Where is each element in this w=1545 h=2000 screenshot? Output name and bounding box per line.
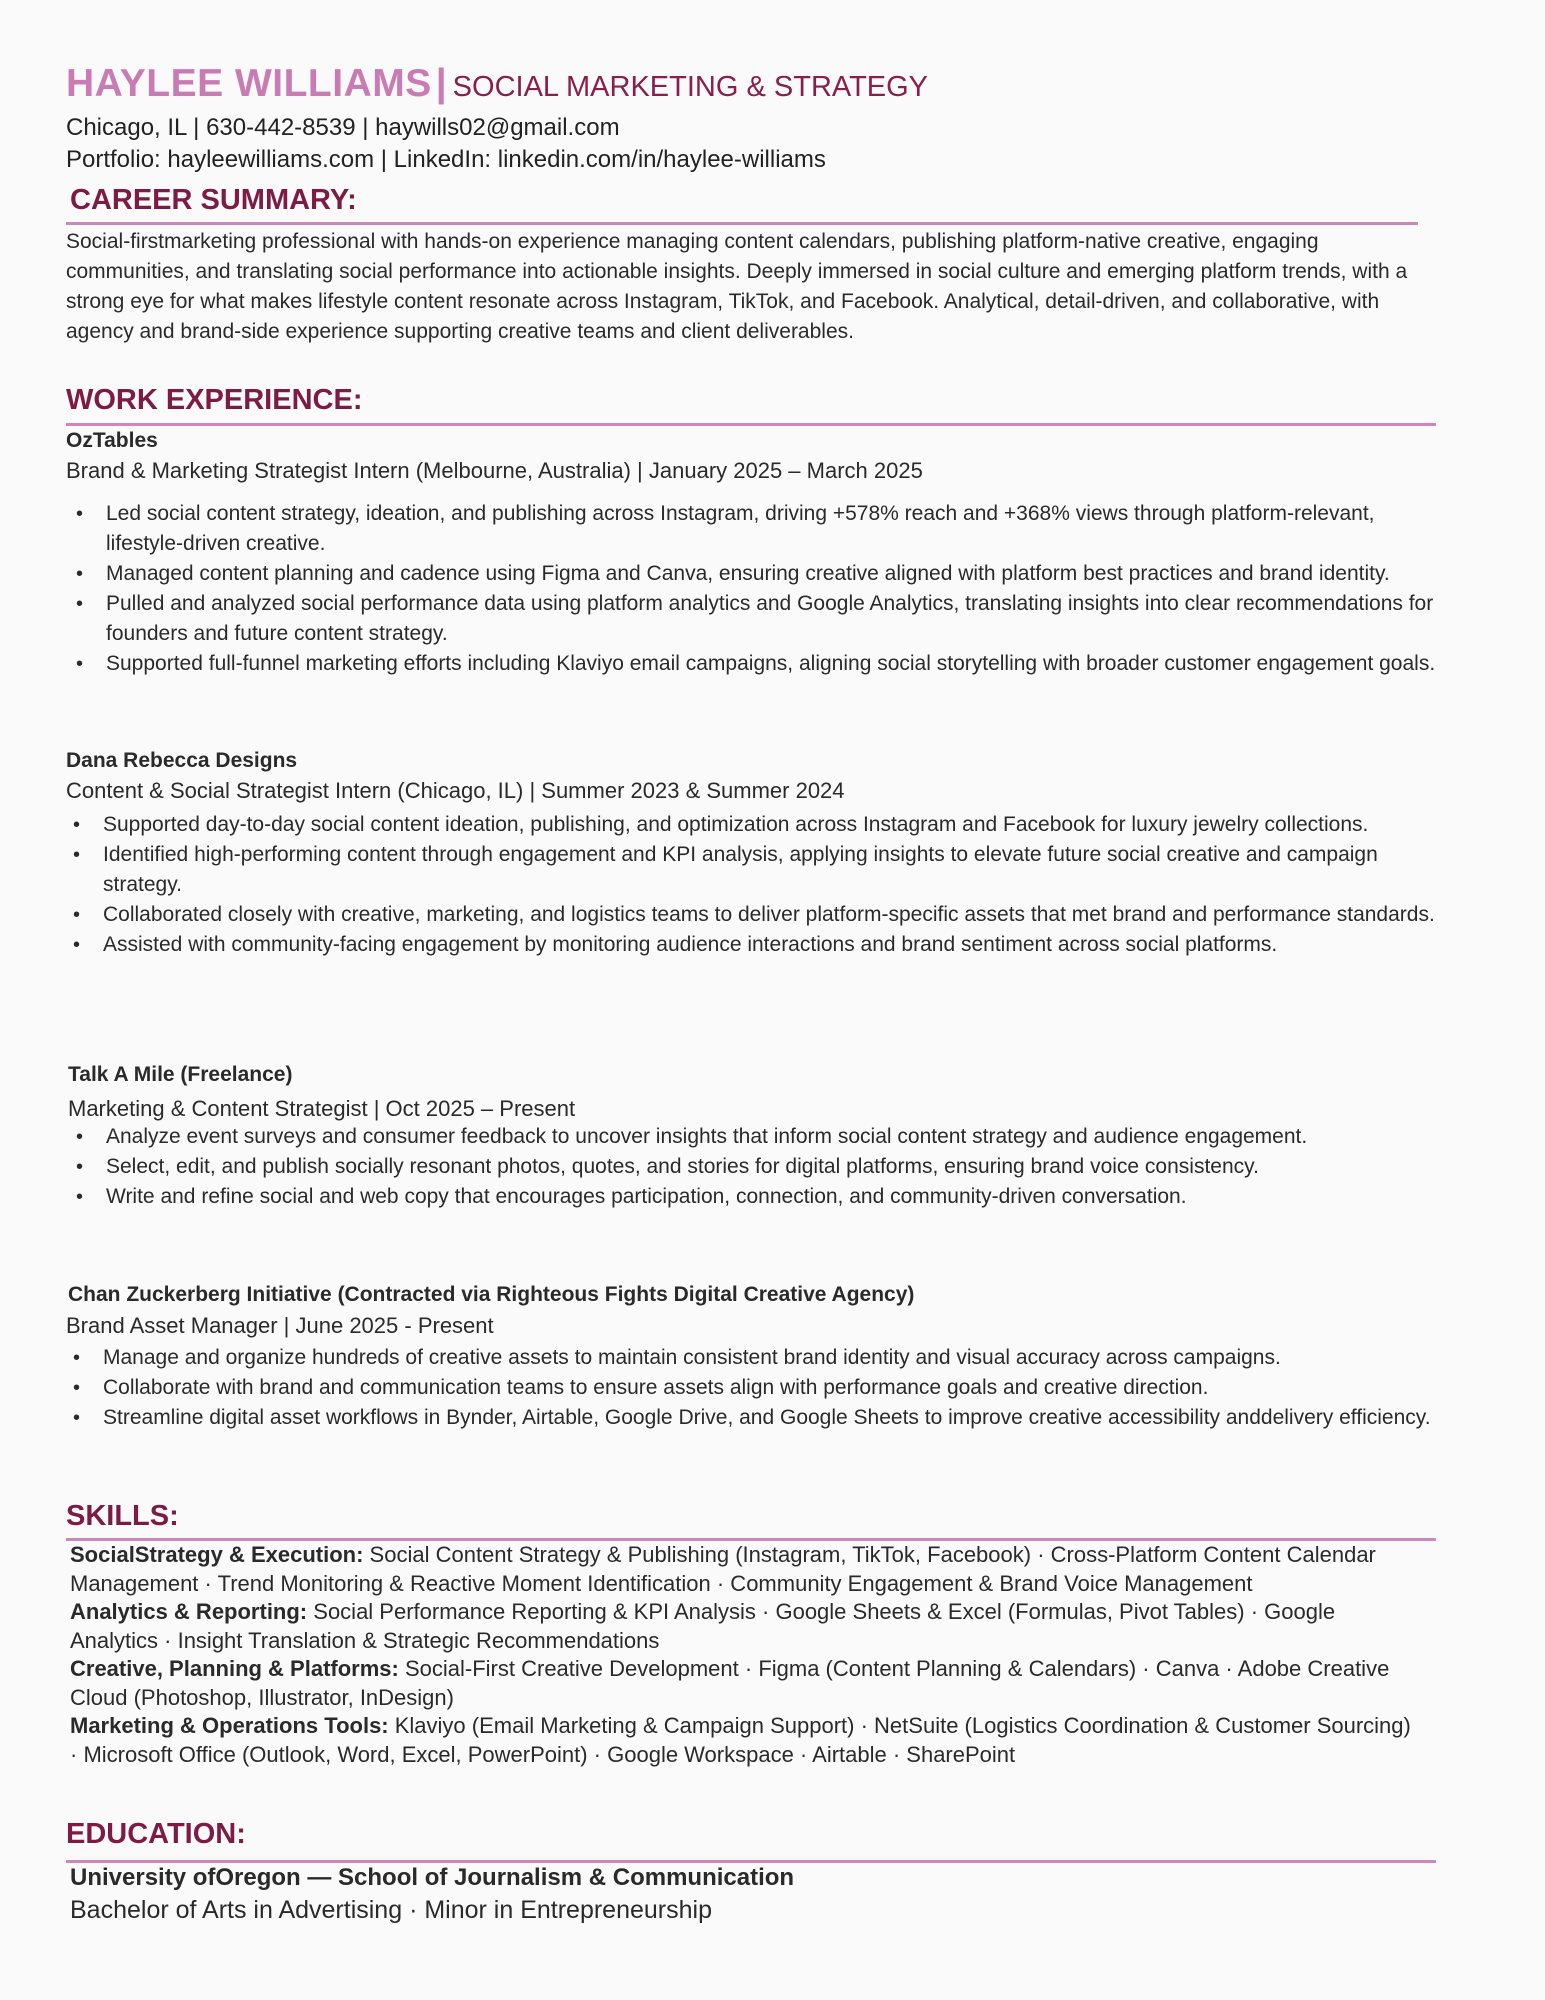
job-role: Brand & Marketing Strategist Intern (Melbourne, Australia) | January 2025 – March 2025	[66, 458, 923, 483]
job-bullet: • Collaborated closely with creative, marketing, and logistics teams to deliver platform-specific assets that met brand and performance standards.	[63, 900, 1436, 930]
job-bullet: • Streamline digital asset workflows in Bynder, Airtable, Google Drive, and Google Sheets to improve creative accessibility anddelivery efficiency.	[63, 1403, 1436, 1433]
job-role: Brand Asset Manager | June 2025 - Present	[66, 1313, 494, 1338]
job-bullets	[66, 1122, 1436, 1212]
skill-group	[70, 1541, 1420, 1598]
skills-list	[70, 1541, 1420, 1769]
work-experience-rule	[66, 423, 1436, 426]
job-company: Chan Zuckerberg Initiative (Contracted via Righteous Fights Digital Creative Agency)	[68, 1283, 915, 1306]
skill-group-label: SocialStrategy & Execution:	[70, 1542, 364, 1567]
career-summary-rule	[66, 222, 1418, 225]
job-bullet: • Collaborate with brand and communication teams to ensure assets align with performance goals and creative direction.	[63, 1373, 1436, 1403]
skills-heading: SKILLS:	[66, 1500, 179, 1532]
job-company: Dana Rebecca Designs	[66, 749, 298, 772]
job-bullet: • Identified high-performing content through engagement and KPI analysis, applying insights to elevate future social creative and campaign strategy.	[63, 840, 1436, 900]
job-bullet: • Supported day-to-day social content ideation, publishing, and optimization across Instagram and Facebook for luxury jewelry collections.	[63, 810, 1436, 840]
skill-group	[70, 1655, 1420, 1712]
job-bullets	[63, 1343, 1436, 1433]
resume-header	[66, 62, 928, 176]
skill-group-text: Social Performance Reporting & KPI Analysis · Google Sheets & Excel (Formulas, Pivot Tables) · Google Analytics · Insight Translation & Strategic Recommendations	[70, 1599, 1336, 1653]
job-bullets	[66, 499, 1436, 679]
contact-info	[66, 112, 928, 176]
skill-group-text: Social-First Creative Development · Figma (Content Planning & Calendars) · Canva · Adobe Creative Cloud (Photoshop, Illustrator, InDesign)	[70, 1656, 1390, 1710]
skill-group	[70, 1598, 1420, 1655]
job-role: Content & Social Strategist Intern (Chicago, IL) | Summer 2023 & Summer 2024	[66, 778, 845, 803]
contact-line-location: Chicago, IL | 630-442-8539 | haywills02@gmail.com	[66, 114, 620, 141]
job-bullet: • Supported full-funnel marketing efforts including Klaviyo email campaigns, aligning social storytelling with broader customer engagement goals.	[66, 649, 1436, 679]
skill-group-label: Creative, Planning & Platforms:	[70, 1656, 399, 1681]
skill-group-label: Analytics & Reporting:	[70, 1599, 308, 1624]
job-company: OzTables	[66, 429, 158, 452]
title-separator: |	[435, 62, 447, 105]
contact-line-links: Portfolio: hayleewilliams.com | LinkedIn: linkedin.com/in/haylee-williams	[66, 146, 826, 173]
job-bullet: • Manage and organize hundreds of creative assets to maintain consistent brand identity and visual accuracy across campaigns.	[63, 1343, 1436, 1373]
candidate-title: SOCIAL MARKETING & STRATEGY	[452, 71, 929, 103]
job-bullets	[63, 810, 1436, 960]
job-bullet: • Analyze event surveys and consumer feedback to uncover insights that inform social content strategy and audience engagement.	[66, 1122, 1436, 1152]
job-role: Marketing & Content Strategist | Oct 2025 – Present	[68, 1096, 576, 1121]
job-bullet: • Managed content planning and cadence using Figma and Canva, ensuring creative aligned with platform best practices and brand identity.	[66, 559, 1436, 589]
work-experience-heading: WORK EXPERIENCE:	[66, 384, 363, 416]
job-bullet: • Pulled and analyzed social performance data using platform analytics and Google Analytics, translating insights into clear recommendations for founders and future content strategy.	[66, 589, 1436, 649]
education-rule	[66, 1860, 1436, 1863]
job-bullet: • Write and refine social and web copy that encourages participation, connection, and community-driven conversation.	[66, 1182, 1436, 1212]
job-company: Talk A Mile (Freelance)	[68, 1063, 293, 1086]
job-bullet: • Select, edit, and publish socially resonant photos, quotes, and stories for digital platforms, ensuring brand voice consistency.	[66, 1152, 1436, 1182]
skill-group-text: Klaviyo (Email Marketing & Campaign Support) · NetSuite (Logistics Coordination & Customer Sourcing) · Microsoft Office (Outlook, Word, Excel, PowerPoint) · Google Workspace · Airtable · SharePoint	[70, 1713, 1411, 1767]
skill-group	[70, 1712, 1420, 1769]
education-heading: EDUCATION:	[66, 1818, 246, 1850]
job-bullet: • Led social content strategy, ideation, and publishing across Instagram, driving +578% reach and +368% views through platform-relevant, lifestyle-driven creative.	[66, 499, 1436, 559]
skill-group-text: Social Content Strategy & Publishing (Instagram, TikTok, Facebook) · Cross-Platform Content Calendar Management · Trend Monitoring & Reactive Moment Identification · Community Engagement & Brand Voice Management	[70, 1542, 1376, 1596]
job-bullet: • Assisted with community-facing engagement by monitoring audience interactions and brand sentiment across social platforms.	[63, 930, 1436, 960]
candidate-name: HAYLEE WILLIAMS	[66, 62, 432, 105]
career-summary-heading: CAREER SUMMARY:	[70, 184, 357, 216]
career-summary-text: Social-firstmarketing professional with hands-on experience managing content calendars, publishing platform-native creative, engaging communities, and translating social performance into actionable insights. Deeply immersed in social culture and emerging platform trends, with a strong eye for what makes lifestyle content resonate across Instagram, TikTok, and Facebook. Analytical, detail-driven, and collaborative, with agency and brand-side experience supporting creative teams and client deliverables.	[66, 230, 1408, 343]
education-school: University ofOregon — School of Journalism & Communication	[70, 1864, 795, 1891]
skill-group-label: Marketing & Operations Tools:	[70, 1713, 389, 1738]
education-degree: Bachelor of Arts in Advertising · Minor in Entrepreneurship	[70, 1896, 712, 1924]
